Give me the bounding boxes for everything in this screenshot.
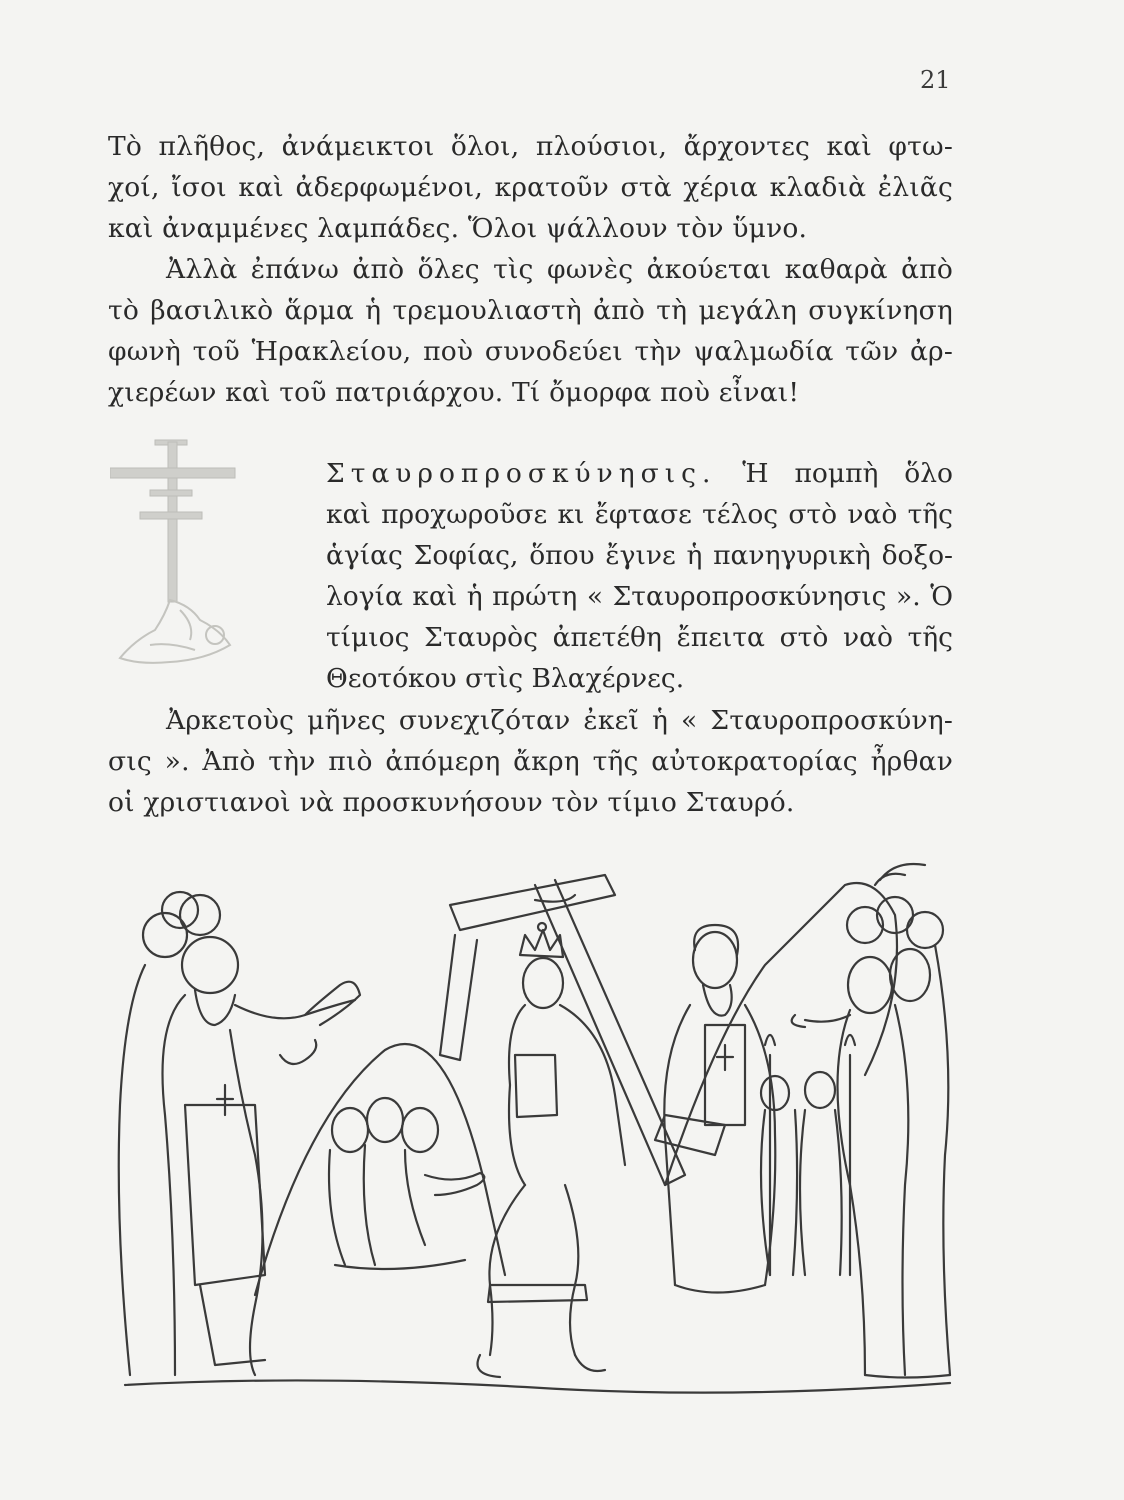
text-line: Ἡ πομπὴ ὅλο (742, 458, 953, 489)
text-line: καὶ προχωροῦσε κι ἔφτασε τέλος στὸ ναὸ τῆς (326, 499, 953, 530)
section-first-line (326, 453, 953, 494)
text-line: Ἀρκετοὺς μῆνες συνεχιζόταν ἐκεῖ ἡ « Σταυροπροσκύνη- (166, 705, 953, 736)
right-elders-group (792, 897, 950, 1378)
text-line: Ἀλλὰ ἐπάνω ἀπὸ ὅλες τὶς φωνὲς ἀκούεται καθαρὰ ἀπὸ (166, 254, 953, 285)
patriarch-figure (655, 925, 775, 1293)
emperor-figure (440, 875, 685, 1377)
section-heading: Σταυροπροσκύνησις. (326, 458, 717, 489)
left-bishops-group (119, 892, 360, 1375)
section-stavroproskynisis (326, 453, 953, 699)
women-group (329, 1098, 484, 1269)
text-line: τὸ βασιλικὸ ἅρμα ἡ τρεμουλιαστὴ ἀπὸ τὴ μεγάλη συγκίνηση (108, 295, 953, 326)
paragraph-veneration (108, 700, 953, 823)
text-line: σις ». Ἀπὸ τὴν πιὸ ἀπόμερη ἄκρη τῆς αὐτοκρατορίας ἦρθαν (108, 746, 953, 777)
text-line: φωνὴ τοῦ Ἡρακλείου, ποὺ συνοδεύει τὴν ψαλμωδία τῶν ἀρ- (108, 336, 953, 367)
page-number: 21 (920, 66, 951, 94)
text-line: ἁγίας Σοφίας, ὅπου ἔγινε ἡ πανηγυρικὴ δοξο- (326, 540, 953, 571)
text-line: Τὸ πλῆθος, ἀνάμεικτοι ὅλοι, πλούσιοι, ἄρχοντες καὶ φτω- (108, 131, 953, 162)
text-line: Θεοτόκου στὶς Βλαχέρνες. (326, 663, 685, 694)
text-line: χοί, ἴσοι καὶ ἀδερφωμένοι, κρατοῦν στὰ χέρια κλαδιὰ ἐλιᾶς (108, 172, 953, 203)
text-line: οἱ χριστιανοὶ νὰ προσκυνήσουν τὸν τίμιο Σταυρό. (108, 787, 795, 818)
text-line: χιερέων καὶ τοῦ πατριάρχου. Τί ὄμορφα ποὺ εἶναι! (108, 377, 800, 408)
paragraph-procession (108, 126, 953, 413)
procession-illustration (105, 855, 955, 1395)
cross-ornament-icon (110, 430, 300, 680)
text-line: καὶ ἀναμμένες λαμπάδες. Ὅλοι ψάλλουν τὸν ὕμνο. (108, 213, 808, 244)
text-line: τίμιος Σταυρὸς ἀπετέθη ἔπειτα στὸ ναὸ τῆς (326, 622, 953, 653)
text-line: λογία καὶ ἡ πρώτη « Σταυροπροσκύνησις ». Ὁ (326, 581, 953, 612)
